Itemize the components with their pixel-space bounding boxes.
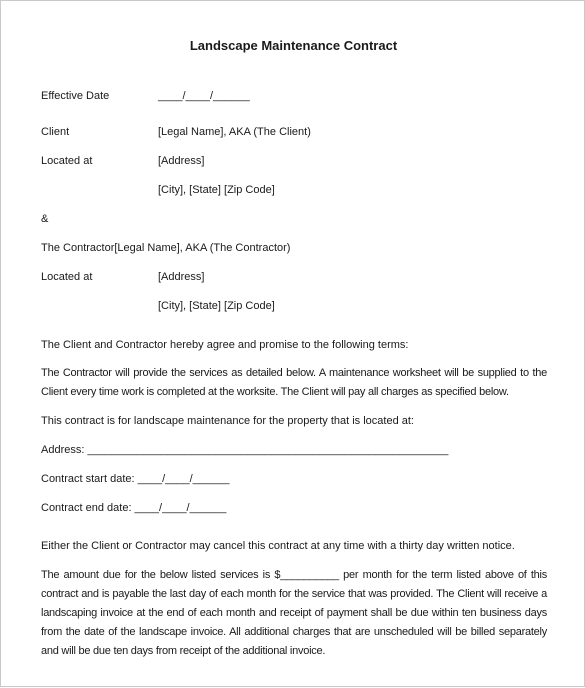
document-title: Landscape Maintenance Contract — [189, 38, 398, 53]
agree-paragraph: The Client and Contractor hereby agree and promise to the following terms: — [41, 339, 409, 351]
effective-date-blank: ____/____/______ — [158, 90, 250, 102]
services-paragraph: The Contractor will provide the services as detailed below. A maintenance worksheet will be supplied to the Client every time work is completed at the worksite. The Client will pay all charges as specified below. — [41, 367, 547, 398]
payment-paragraph: The amount due for the below listed services is $__________ per month for the term listed above of this contract and is payable the last day of each month for the service that was provided. The Client will receive a landscaping invoice at the end of each month and receipt of payment shall be due within ten business days from the date of the landscape invoice. All additional charges that are unscheduled will be billed separately and will be due ten days from receipt of the additional invoice. — [41, 569, 547, 657]
contractor-located-label: Located at — [41, 271, 93, 283]
contractor-name: The Contractor[Legal Name], AKA (The Contractor) — [41, 242, 291, 254]
contractor-address: [Address] — [158, 271, 205, 283]
client-located-label: Located at — [41, 155, 93, 167]
cancel-paragraph: Either the Client or Contractor may cancel this contract at any time with a thirty day written notice. — [41, 540, 515, 552]
client-name: [Legal Name], AKA (The Client) — [158, 126, 311, 138]
effective-date-label: Effective Date — [41, 90, 110, 102]
contract-start-date: Contract start date: ____/____/______ — [41, 473, 230, 485]
client-address: [Address] — [158, 155, 205, 167]
ampersand: & — [41, 213, 49, 225]
address-line: Address: ___________________________________________________________ — [41, 444, 449, 456]
contract-page — [1, 1, 585, 688]
property-paragraph: This contract is for landscape maintenance for the property that is located at: — [41, 415, 414, 427]
contract-end-date: Contract end date: ____/____/______ — [41, 502, 227, 514]
client-city-line: [City], [State] [Zip Code] — [158, 184, 275, 196]
client-label: Client — [41, 126, 70, 138]
contractor-city-line: [City], [State] [Zip Code] — [158, 300, 275, 312]
